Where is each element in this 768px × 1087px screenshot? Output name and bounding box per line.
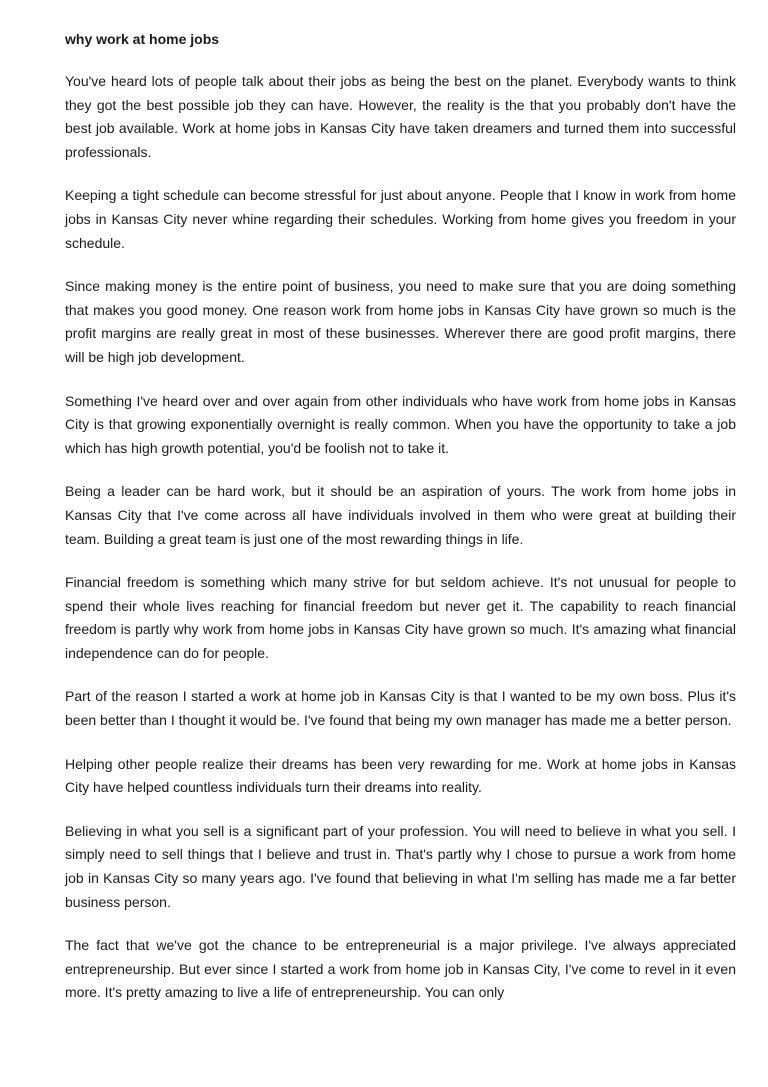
paragraph-6: Financial freedom is something which many strive for but seldom achieve. It's not unusual for people to spend their whole lives reaching for financial freedom but never get it. The capability to reach financial freedom is partly why work from home jobs in Kansas City have grown so much. It's amazing what financial independence can do for people. (65, 574, 736, 661)
paragraph-5: Being a leader can be hard work, but it should be an aspiration of yours. The work from home jobs in Kansas City that I've come across all have individuals involved in them who were great at building their team. Building a great team is just one of the most rewarding things in life. (65, 483, 736, 547)
paragraph-4: Something I've heard over and over again from other individuals who have work from home jobs in Kansas City is that growing exponentially overnight is really common. When you have the opportunity to take a job which has high growth potential, you'd be foolish not to take it. (65, 392, 736, 456)
paragraph-1: You've heard lots of people talk about their jobs as being the best on the planet. Everybody wants to think they got the best possible job they can have. However, the reality is the that you probably don't have the best job available. Work at home jobs in Kansas City have taken dreamers and turned them into successful professionals. (65, 73, 736, 160)
document-page (65, 29, 736, 1025)
paragraph-9: Believing in what you sell is a significant part of your profession. You will need to believe in what you sell. I simply need to sell things that I believe and trust in. That's partly why I chose to pursue a work from home job in Kansas City so many years ago. I've found that believing in what I'm selling has made me a far better business person. (65, 822, 736, 910)
paragraph-10: The fact that we've got the chance to be entrepreneurial is a major privilege. I've always appreciated entrepreneurship. But ever since I started a work from home job in Kansas City, I've come to revel in it even more. It's pretty amazing to live a life of entrepreneurship. You can only (65, 937, 736, 1001)
paragraph-7: Part of the reason I started a work at home job in Kansas City is that I wanted to be my own boss. Plus it's been better than I thought it would be. I've found that being my own manager has made me a better person. (65, 688, 736, 729)
paragraph-2: Keeping a tight schedule can become stressful for just about anyone. People that I know in work from home jobs in Kansas City never whine regarding their schedules. Working from home gives you freedom in your schedule. (65, 187, 736, 251)
paragraph-8: Helping other people realize their dreams has been very rewarding for me. Work at home jobs in Kansas City have helped countless individuals turn their dreams into reality. (65, 755, 736, 796)
document-title: why work at home jobs (65, 31, 220, 47)
paragraph-3: Since making money is the entire point of business, you need to make sure that you are doing something that makes you good money. One reason work from home jobs in Kansas City have grown so much is the profit margins are really great in most of these businesses. Wherever there are good profit margins, there will be high job development. (65, 278, 736, 365)
